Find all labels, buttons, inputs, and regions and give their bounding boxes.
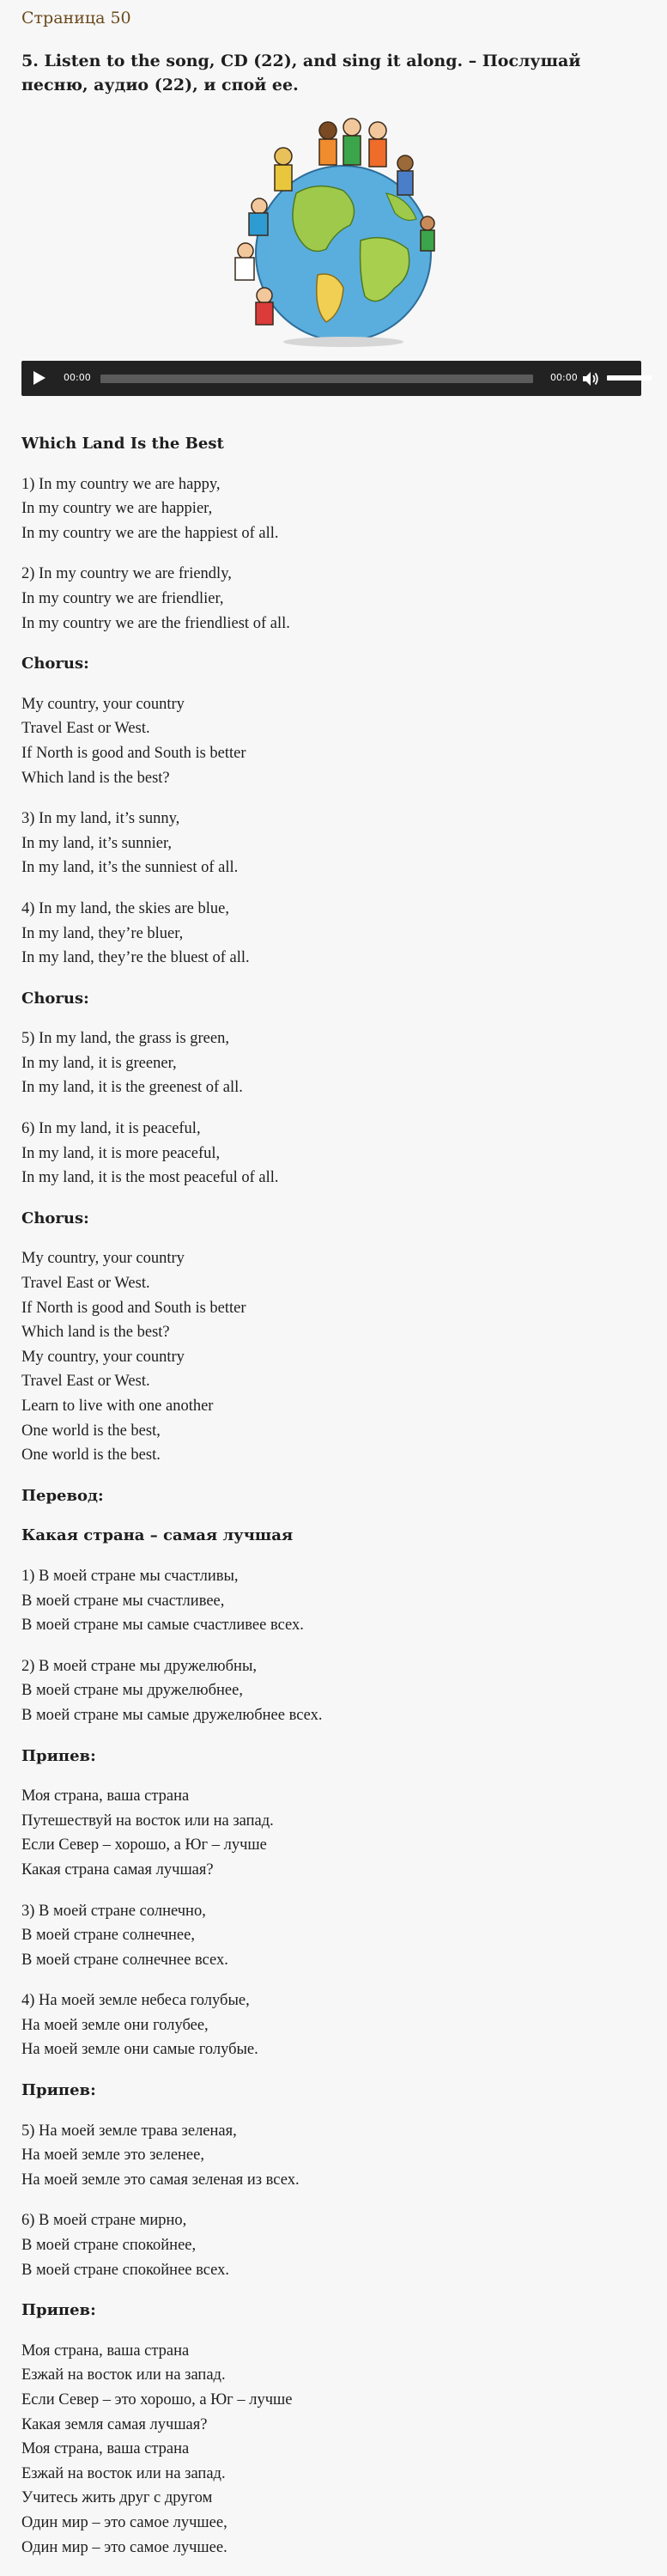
lyric-line: В моей стране мы самые дружелюбнее всех. (21, 1706, 323, 1724)
verse (21, 562, 640, 636)
section-heading (21, 2079, 640, 2104)
lyric-line: В моей стране мы самые счастливее всех. (21, 1617, 304, 1635)
lyric-line: My country, your country (21, 695, 185, 713)
lyric-line: В моей стране мы дружелюбнее, (21, 1682, 243, 1700)
lyric-line: Перевод: (21, 1486, 104, 1505)
current-time: 00:00 (64, 372, 91, 383)
lyric-line: If North is good and South is better (21, 744, 246, 762)
lyric-line: Припев: (21, 2081, 96, 2100)
lyric-line: Chorus: (21, 1209, 89, 1227)
lyric-line: In my land, they’re bluer, (21, 924, 184, 942)
lyric-line: 2) In my country we are friendly, (21, 565, 232, 583)
lyric-line: На моей земле они самые голубые. (21, 2041, 258, 2059)
lyric-line: Если Север – хорошо, а Юг – лучше (21, 1836, 267, 1854)
lyric-line: In my country we are the friendliest of all. (21, 614, 290, 632)
lyric-line: Моя страна, ваша страна (21, 2342, 190, 2360)
lyric-line: Учитесь жить друг с другом (21, 2489, 213, 2507)
verse (21, 897, 640, 971)
lyric-line: Chorus: (21, 989, 89, 1008)
lyric-line: В моей стране мы счастливее, (21, 1592, 225, 1610)
lyric-line: One world is the best. (21, 1446, 161, 1465)
lyric-line: Which land is the best? (21, 1324, 170, 1342)
lyric-line: Один мир – это самое лучшее, (21, 2513, 227, 2531)
lyric-line: In my land, it is the most peaceful of all. (21, 1169, 279, 1187)
lyric-line: My country, your country (21, 1348, 185, 1366)
lyric-line: My country, your country (21, 1250, 185, 1268)
section-heading (21, 1745, 640, 1769)
lyric-line: Если Север – это хорошо, а Юг – лучше (21, 2391, 293, 2409)
verse (21, 2119, 640, 2193)
verse (21, 807, 640, 880)
lyric-line: Какая страна самая лучшая? (21, 1860, 214, 1879)
lyric-line: Езжай на восток или на запад. (21, 2366, 226, 2384)
verse (21, 1246, 640, 1467)
lyric-line: If North is good and South is better (21, 1299, 246, 1317)
lyric-line: Chorus: (21, 655, 89, 673)
lyric-line: 6) In my land, it is peaceful, (21, 1120, 201, 1138)
page-link[interactable]: Страница 50 (21, 9, 131, 27)
volume-slider[interactable] (607, 375, 652, 381)
lyric-line: В моей стране солнечнее, (21, 1927, 195, 1945)
lyric-line: In my land, it’s the sunniest of all. (21, 859, 239, 877)
section-heading (21, 652, 640, 677)
lyric-line: 4) In my land, the skies are blue, (21, 899, 229, 917)
verse (21, 472, 640, 546)
verse (21, 1654, 640, 1728)
lyric-line: 5) На моей земле трава зеленая, (21, 2122, 237, 2140)
lyric-line: In my land, it is greener, (21, 1054, 177, 1072)
lyric-line: Which Land Is the Best (21, 435, 224, 453)
lyric-line: Какая земля самая лучшая? (21, 2415, 208, 2433)
section-heading (21, 2299, 640, 2323)
lyric-line: In my land, it’s sunnier, (21, 834, 172, 852)
lyric-line: In my country we are happier, (21, 500, 213, 518)
lyric-line: Which land is the best? (21, 769, 170, 787)
lyric-line: Моя страна, ваша страна (21, 2440, 190, 2458)
lyric-line: Один мир – это самое лучшее. (21, 2538, 227, 2556)
lyric-line: В моей стране спокойнее всех. (21, 2261, 230, 2279)
duration-time: 00:00 (550, 372, 578, 383)
play-icon[interactable] (33, 371, 45, 385)
lyric-line: 4) На моей земле небеса голубые, (21, 1992, 250, 2010)
lyric-line: Travel East or West. (21, 1373, 150, 1391)
section-heading (21, 1524, 640, 1549)
section-heading (21, 1207, 640, 1232)
lyric-line: 1) В моей стране мы счастливы, (21, 1567, 239, 1585)
lyric-line: 3) В моей стране солнечно, (21, 1902, 206, 1920)
lyric-line: In my land, they’re the bluest of all. (21, 949, 250, 967)
lyric-line: 6) В моей стране мирно, (21, 2212, 187, 2230)
lyric-line: Припев: (21, 1746, 96, 1765)
lyric-line: В моей стране солнечнее всех. (21, 1951, 228, 1969)
lyric-line: 5) In my land, the grass is green, (21, 1030, 229, 1048)
verse (21, 1564, 640, 1638)
song-title (21, 432, 640, 457)
section-heading (21, 1484, 640, 1509)
lyric-line: В моей стране спокойнее, (21, 2237, 197, 2255)
verse (21, 1117, 640, 1191)
lyric-line: Припев: (21, 2301, 96, 2320)
lyric-line: In my country we are the happiest of all. (21, 524, 279, 542)
lyric-line: Какая страна – самая лучшая (21, 1526, 294, 1545)
audio-player (21, 361, 641, 396)
verse (21, 2339, 640, 2560)
lyric-line: 3) In my land, it’s sunny, (21, 810, 180, 828)
verse (21, 692, 640, 790)
children-around-globe-illustration (215, 112, 455, 348)
progress-track[interactable] (100, 375, 533, 383)
lyric-line: Learn to live with one another (21, 1398, 214, 1415)
verse (21, 1026, 640, 1100)
lyric-line: 2) В моей стране мы дружелюбны, (21, 1657, 257, 1675)
lyric-line: Моя страна, ваша страна (21, 1787, 190, 1806)
lyric-line: In my land, it is more peaceful, (21, 1144, 221, 1162)
lyrics (21, 432, 640, 2576)
lyric-line: Езжай на восток или на запад. (21, 2464, 226, 2482)
lyric-line: Travel East or West. (21, 720, 150, 738)
lyric-line: 1) In my country we are happy, (21, 475, 221, 493)
lyric-line: Travel East or West. (21, 1275, 150, 1293)
lyric-line: In my country we are friendlier, (21, 589, 224, 607)
verse (21, 1784, 640, 1882)
lyric-line: На моей земле это самая зеленая из всех. (21, 2171, 300, 2189)
lyric-line: One world is the best, (21, 1422, 161, 1440)
verse (21, 2208, 640, 2282)
lyric-line: Путешествуй на восток или на запад. (21, 1812, 274, 1830)
lyric-line: На моей земле это зеленее, (21, 2147, 204, 2165)
volume-icon[interactable] (581, 370, 600, 387)
lyric-line: На моей земле они голубее, (21, 2016, 209, 2034)
task-text: 5. Listen to the song, CD (22), and sing it along. – Послушай песню, аудио (22), и спой ее. (21, 52, 581, 94)
verse (21, 1988, 640, 2062)
lyric-line: In my land, it is the greenest of all. (21, 1079, 243, 1097)
section-heading (21, 987, 640, 1012)
verse (21, 1899, 640, 1973)
